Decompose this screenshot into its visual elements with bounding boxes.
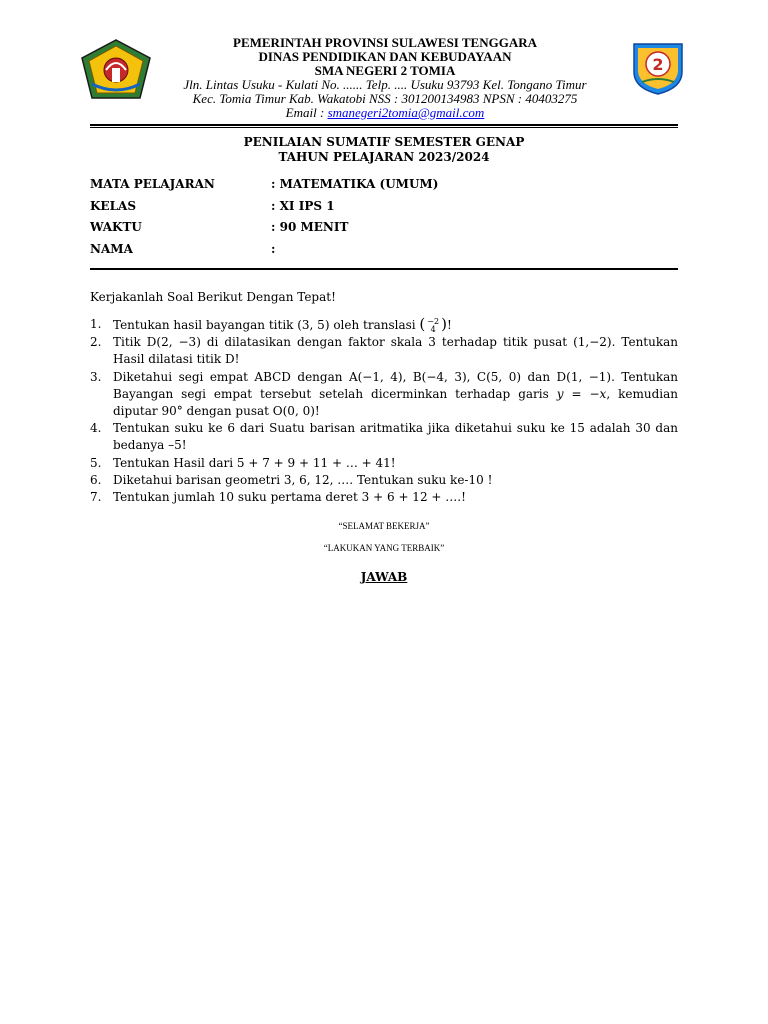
- letterhead-divider-thin: [90, 127, 678, 128]
- vector-open-paren: (: [419, 315, 426, 333]
- question-item: [90, 489, 678, 506]
- question-item: [90, 472, 678, 489]
- question-item: [90, 369, 678, 421]
- question-item: [90, 316, 678, 334]
- province-emblem-logo: [80, 38, 152, 100]
- info-label: KELAS: [90, 198, 136, 213]
- question-text: Tentukan Hasil dari 5 + 7 + 9 + 11 + … + 41!: [113, 455, 396, 470]
- question-number: 4.: [90, 421, 102, 436]
- question-text: Tentukan suku ke 6 dari Suatu barisan aritmatika jika diketahui suku ke 15 adalah 30 dan bedanya –5!: [113, 421, 678, 453]
- letterhead-government: PEMERINTAH PROVINSI SULAWESI TENGGARA: [233, 35, 537, 50]
- letterhead-divider-thick: [90, 124, 678, 126]
- closing-note-best: “LAKUKAN YANG TERBAIK”: [323, 543, 445, 553]
- answer-heading: JAWAB: [360, 570, 408, 584]
- question-text: Tentukan hasil bayangan titik (3, 5) oleh translasi: [113, 318, 420, 332]
- question-text: Tentukan jumlah 10 suku pertama deret 3 + 6 + 12 + ….!: [113, 490, 466, 505]
- school-logo-numeral: 2: [652, 55, 664, 74]
- info-row-class: [90, 199, 678, 221]
- info-label: NAMA: [90, 241, 133, 256]
- question-number: 3.: [90, 369, 102, 384]
- info-row-name: [90, 242, 678, 264]
- info-divider: [90, 268, 678, 270]
- letterhead-department: DINAS PENDIDIKAN DAN KEBUDAYAAN: [258, 49, 512, 64]
- question-number: 1.: [90, 317, 102, 331]
- letterhead-address-line2: Kec. Tomia Timur Kab. Wakatobi NSS : 301200134983 NPSN : 40403275: [192, 91, 578, 106]
- info-label: MATA PELAJARAN: [90, 177, 215, 191]
- question-number: 2.: [90, 335, 102, 350]
- question-item: [90, 334, 678, 368]
- question-item: [90, 420, 678, 454]
- vector-bottom: 4: [430, 324, 436, 334]
- letterhead-school-name: SMA NEGERI 2 TOMIA: [314, 63, 456, 78]
- info-value: :: [271, 241, 276, 256]
- instruction-text: Kerjakanlah Soal Berikut Dengan Tepat!: [90, 290, 336, 304]
- vector-top: −2: [427, 316, 440, 326]
- question-number: 6.: [90, 472, 102, 487]
- letterhead: [150, 36, 620, 120]
- info-row-time: [90, 220, 678, 242]
- question-text: Diketahui segi empat ABCD dengan A(−1, 4), B(−4, 3), C(5, 0) dan D(1, −1). Tentukan Bayangan segi empat tersebut setelah dicerminkan terhadap garis 𝑦 = −𝑥, kemudian diputar 90° dengan pusat O(0, 0)!: [113, 369, 678, 419]
- info-row-subject: [90, 177, 678, 199]
- email-link[interactable]: smanegeri2tomia@gmail.com: [327, 105, 485, 120]
- question-text: Diketahui barisan geometri 3, 6, 12, …. Tentukan suku ke-10 !: [113, 472, 493, 487]
- info-label: WAKTU: [90, 220, 142, 234]
- info-value: : 90 MENIT: [271, 220, 349, 234]
- letterhead-address-line1: Jln. Lintas Usuku - Kulati No. ...... Telp. .... Usuku 93793 Kel. Tongano Timur: [183, 77, 587, 92]
- closing-note-work: “SELAMAT BEKERJA”: [338, 521, 430, 531]
- question-number: 5.: [90, 455, 102, 470]
- exam-title: PENILAIAN SUMATIF SEMESTER GENAP: [243, 135, 525, 149]
- info-value: : MATEMATIKA (UMUM): [271, 177, 439, 191]
- vector-close-paren: ): [441, 315, 447, 333]
- question-text: Titik D(2, −3) di dilatasikan dengan faktor skala 3 terhadap titik pusat (1,−2). Tentukan Hasil dilatasi titik D!: [113, 335, 678, 367]
- exam-year: TAHUN PELAJARAN 2023/2024: [278, 150, 490, 164]
- school-logo: [628, 38, 688, 96]
- question-text-end: !: [446, 318, 452, 332]
- exam-info-block: [90, 177, 678, 263]
- question-number: 7.: [90, 490, 102, 505]
- email-label: Email :: [285, 105, 328, 120]
- info-value: : XI IPS 1: [271, 198, 335, 213]
- translation-vector: [427, 318, 439, 334]
- question-item: [90, 455, 678, 472]
- question-list: [90, 316, 678, 506]
- letterhead-email-line: [150, 106, 620, 120]
